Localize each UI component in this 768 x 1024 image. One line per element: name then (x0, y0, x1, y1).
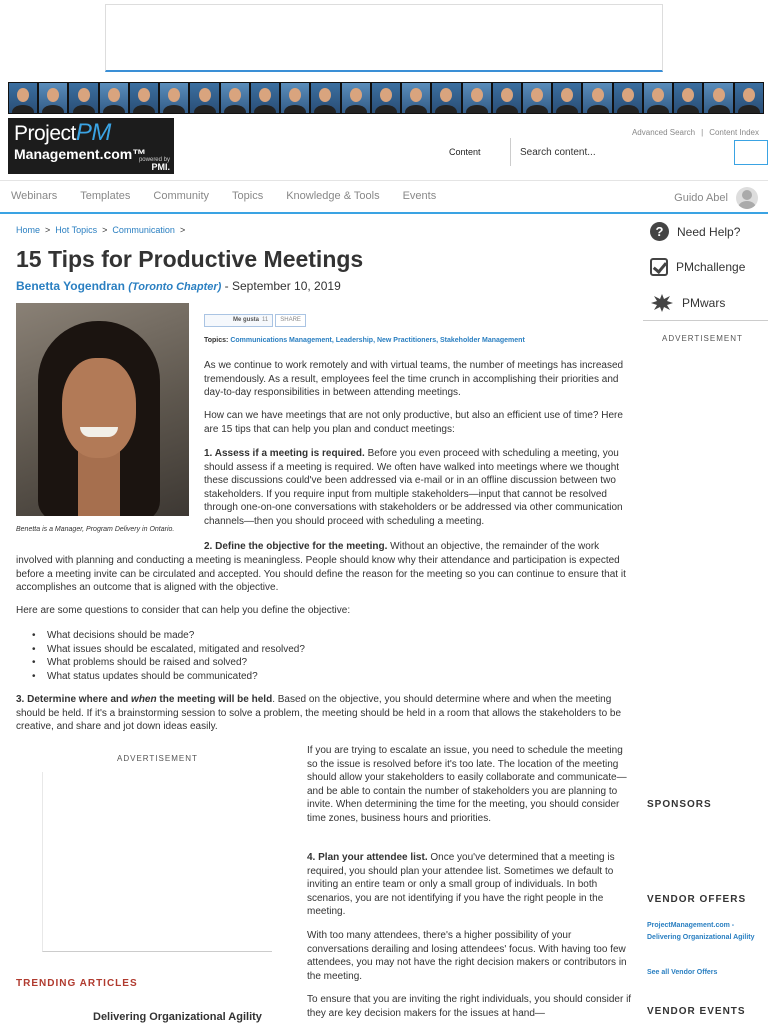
byline (16, 279, 341, 293)
list-item: • What decisions should be made? (32, 629, 305, 643)
nav-events[interactable]: Events (402, 190, 437, 202)
topics-links[interactable]: Communications Management, Leadership, New Practitioners, Stakeholder Management (230, 337, 525, 344)
social-buttons (204, 314, 306, 327)
advanced-search-link[interactable]: Advanced Search (631, 128, 696, 137)
pmwars-link[interactable]: PMwars (650, 293, 725, 313)
breadcrumb-home[interactable]: Home (16, 225, 41, 235)
nav-webinars[interactable]: Webinars (11, 190, 58, 202)
breadcrumb-hot-topics[interactable]: Hot Topics (55, 225, 98, 235)
nav-community[interactable]: Community (153, 190, 210, 202)
site-logo[interactable]: ProjectPM Management.com™ powered by PMI. (8, 118, 174, 174)
breadcrumb-communication[interactable]: Communication (112, 225, 175, 235)
questions-list (32, 629, 305, 683)
page-title: 15 Tips for Productive Meetings (16, 246, 364, 272)
pmchallenge-link[interactable]: PMchallenge (650, 258, 745, 276)
user-name[interactable]: Guido Abel (674, 192, 728, 204)
tip-4-paragraph: 4. Plan your attendee list. Once you've determined that a meeting is required, you should plan your attendee list. Sometimes we default to inviting an entire team or only a small group of individuals. In both scenarios, you are not identifying if you have the right people in the meeting. (307, 852, 615, 918)
author-photo (16, 303, 189, 516)
search-button[interactable] (734, 140, 768, 165)
list-item: • What status updates should be communicated? (32, 670, 305, 684)
like-button[interactable]: Me gusta 11 (204, 314, 273, 327)
avatar[interactable] (736, 187, 758, 209)
like-count: 11 (262, 317, 269, 323)
share-button[interactable]: SHARE (275, 314, 306, 327)
list-item: • What problems should be raised and solved? (32, 656, 305, 670)
topics-line: Topics: Communications Management, Leadership, New Practitioners, Stakeholder Management (204, 337, 525, 344)
sidebar-ad-label: ADVERTISEMENT (662, 334, 743, 343)
nav-knowledge-tools[interactable]: Knowledge & Tools (286, 190, 380, 202)
utility-links: Advanced Search | Content Index (629, 128, 762, 137)
intro-paragraph-2: How can we have meetings that are not only productive, but also an efficient use of time? Here are 15 tips that can help you plan and conduct meetings: (204, 410, 623, 435)
need-help-link[interactable]: ? Need Help? (650, 222, 740, 241)
inline-ad-label: ADVERTISEMENT (117, 754, 198, 763)
tip-1-paragraph: 1. Assess if a meeting is required. Before you even proceed with scheduling a meeting, you should assess if a meeting is required. We often have walked into meetings where we thought these discussions could've been addressed via e-mail or in an offline discussion between two stakeholders. If you require input from multiple stakeholders—input that cannot be resolved through one-on-one conversations with stakeholders or be addressed via other communication channels—then you should proceed with scheduling a meeting. (204, 448, 623, 527)
nav-templates[interactable]: Templates (80, 190, 131, 202)
tip-3-continuation: If you are trying to escalate an issue, you need to schedule the meeting so the issue is resolved before it's too late. The location of the meeting should allow your stakeholders to easily collaborate and communicate—and be able to contain the number of stakeholders you are planning to invite. When determining the time for the meeting, you should consider time zones, business hours and priorities. (307, 745, 627, 824)
sponsors-heading: SPONSORS (647, 799, 712, 810)
tip-2-paragraph-cont: involved with planning and conducting a meeting is meaningless. People should know why their attendance and participation is expected before a meeting invite can be circulated and accepted. You should define the reason for the meeting so you can continue to ensure that it accomplishes an outcome that is aligned with the objective. (16, 555, 626, 594)
vendor-events-heading: VENDOR EVENTS (647, 1006, 746, 1017)
member-faces-banner (8, 82, 764, 114)
list-item: • What issues should be escalated, mitigated and resolved? (32, 643, 305, 657)
content-index-link[interactable]: Content Index (709, 128, 759, 137)
inline-ad[interactable] (42, 772, 272, 952)
see-all-vendor-offers-link[interactable]: See all Vendor Offers (647, 969, 718, 976)
tip-3-paragraph: 3. Determine where and when the meeting will be held. Based on the objective, you should determine where and when the meeting should be held. If it's a brainstorming session to solve a problem, the meeting should be held in a room that allows the stakeholders to be creative, and share and jot down ideas easily. (16, 694, 622, 733)
question-icon: ? (650, 222, 669, 241)
photo-caption: Benetta is a Manager, Program Delivery in Ontario. (16, 526, 175, 533)
trending-heading: TRENDING ARTICLES (16, 978, 138, 989)
author-link[interactable]: Benetta Yogendran (16, 279, 125, 293)
trending-article-link[interactable]: Delivering Organizational Agility (93, 1011, 262, 1023)
top-ad-banner[interactable] (105, 4, 663, 72)
sidebar-divider (643, 320, 768, 321)
search-input[interactable] (510, 138, 730, 166)
chapter-link[interactable]: (Toronto Chapter) (128, 281, 222, 293)
vendor-offer-link[interactable]: ProjectManagement.com - Delivering Organizational Agility (647, 922, 755, 941)
vendor-offers-heading: VENDOR OFFERS (647, 894, 747, 905)
nav-topics[interactable]: Topics (232, 190, 264, 202)
questions-intro: Here are some questions to consider that can help you define the objective: (16, 605, 351, 616)
tip-4-paragraph-2: With too many attendees, there's a higher possibility of your conversations derailing and losing attendees' focus. With having too few attendees, you may not have the right decision makers or contributors in the meeting. (307, 930, 627, 982)
breadcrumb: Home > Hot Topics > Communication > (16, 225, 186, 235)
burst-icon (650, 293, 674, 313)
tip-2-paragraph-start: 2. Define the objective for the meeting. Without an objective, the remainder of the work (204, 541, 600, 552)
search-scope-select[interactable]: Content (449, 147, 481, 157)
intro-paragraph-1: As we continue to work remotely and with virtual teams, the number of meetings has increased tremendously. As a result, employees feel the time crunch in accomplishing their priorities and day-to-day responsibilities in between attending meetings. (204, 360, 624, 399)
checkbox-icon (650, 258, 668, 276)
publish-date: - September 10, 2019 (221, 279, 341, 293)
main-nav (0, 180, 768, 214)
tip-4-paragraph-3: To ensure that you are inviting the right individuals, you should consider if they are key decision makers for the issues at hand— (307, 994, 632, 1019)
